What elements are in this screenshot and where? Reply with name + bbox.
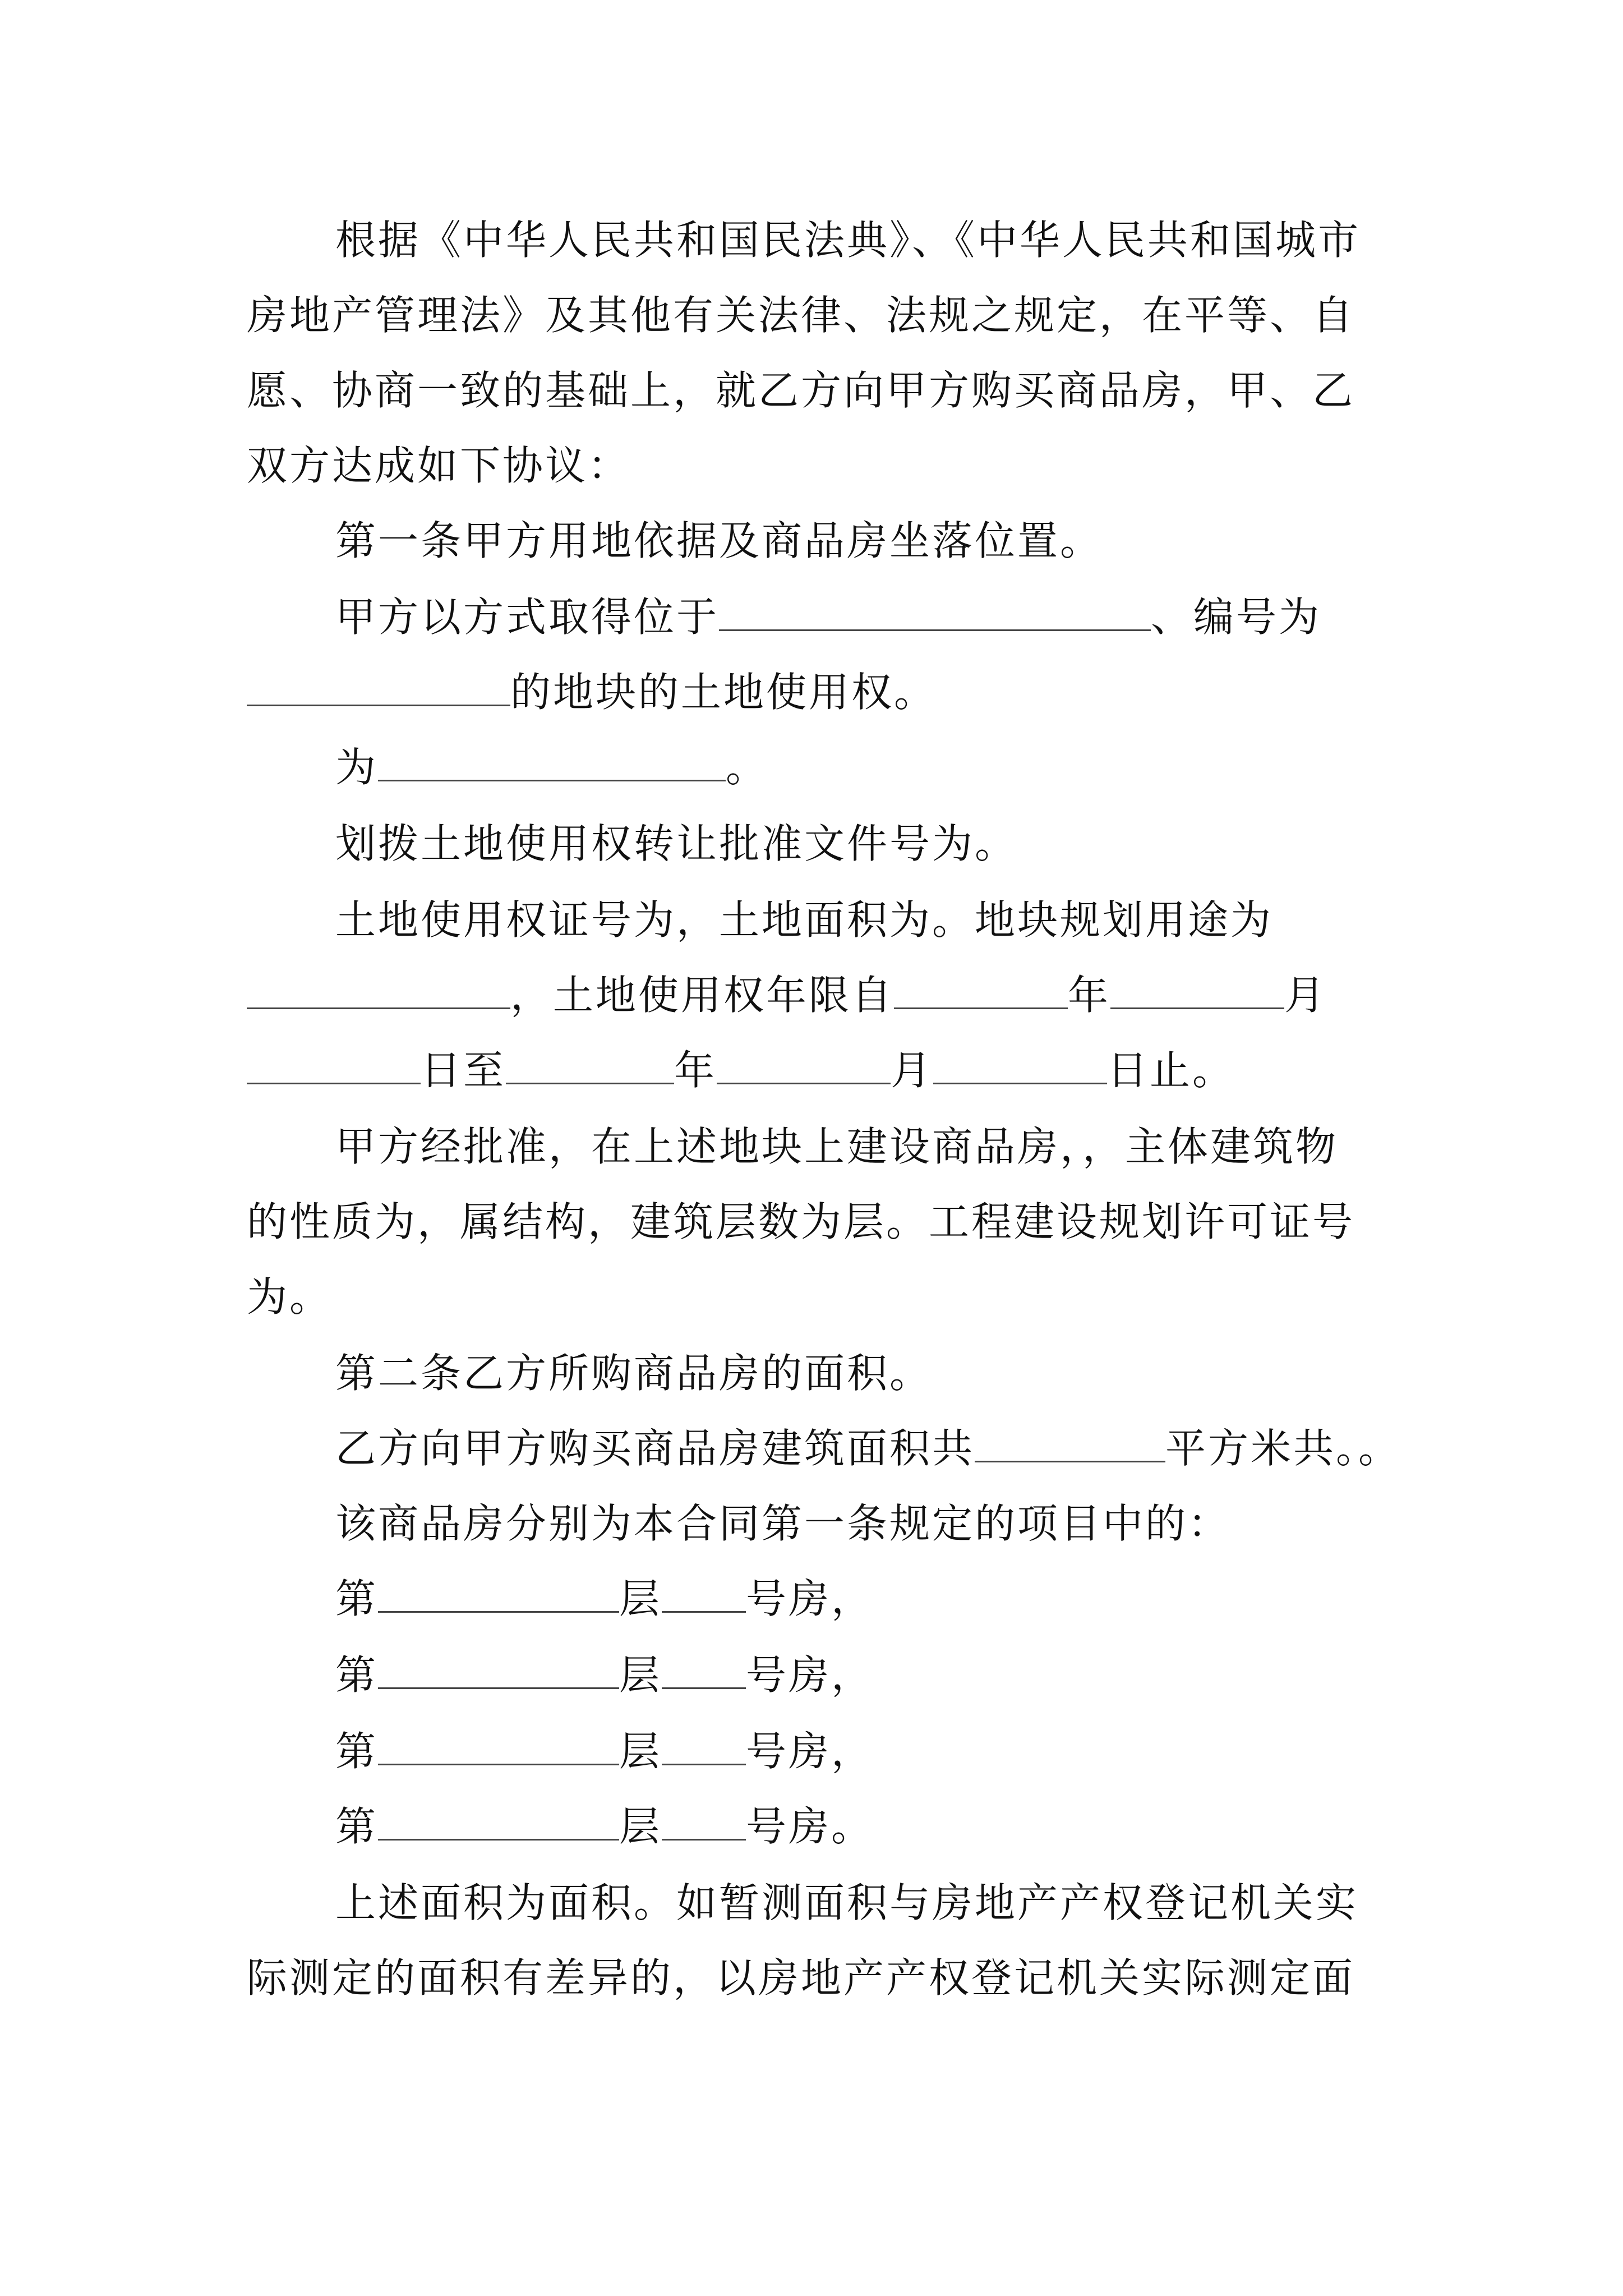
paragraph-line: 愿、协商一致的基础上，就乙方向甲方购买商品房，甲、乙	[247, 367, 1355, 414]
text-segment: 乙方向甲方购买商品房建筑面积共	[335, 1425, 975, 1472]
unit-line	[335, 1571, 874, 1627]
text-segment: 层	[619, 1803, 662, 1850]
text-segment: 年	[674, 1047, 717, 1094]
blank-field	[378, 1804, 619, 1841]
land-cert-line-1: 土地使用权证号为，土地面积为。地块规划用途为	[335, 896, 1274, 944]
text-segment: 第	[335, 1651, 379, 1699]
text-segment: 第	[335, 1728, 379, 1775]
blank-field	[247, 1048, 421, 1084]
text-segment: 号房，	[746, 1651, 874, 1699]
text-segment: 号房。	[746, 1803, 874, 1850]
blank-field	[247, 973, 510, 1009]
blank-field	[378, 745, 726, 781]
land-location-line-2	[247, 664, 937, 720]
text-segment: 为	[335, 744, 379, 791]
text-segment: 号房，	[746, 1575, 874, 1622]
paragraph-line: 房地产管理法》及其他有关法律、法规之规定，在平等、自	[247, 292, 1355, 339]
paragraph-line: 双方达成如下协议：	[247, 442, 631, 489]
blank-field	[717, 1048, 891, 1084]
article-2-title: 第二条乙方所购商品房的面积。	[335, 1350, 933, 1397]
blank-field	[378, 1576, 619, 1613]
text-segment: 、编号为	[1151, 593, 1322, 641]
land-cert-line-2	[247, 967, 1327, 1023]
text-segment: 日止。	[1107, 1047, 1235, 1094]
construction-line-2: 的性质为，属结构，建筑层数为层。工程建设规划许可证号	[247, 1198, 1355, 1245]
unit-line	[335, 1647, 874, 1703]
blank-field	[933, 1048, 1107, 1084]
text-segment: 甲方以方式取得位于	[335, 593, 720, 641]
text-segment: 第	[335, 1575, 379, 1622]
blank-field	[975, 1426, 1165, 1462]
blank-field	[1110, 973, 1284, 1009]
wei-line	[335, 739, 768, 795]
land-location-line	[335, 589, 1321, 645]
text-segment: 。	[726, 744, 769, 791]
text-segment: 平方米共。。	[1165, 1425, 1401, 1472]
text-segment: 月	[891, 1047, 934, 1094]
blank-field	[719, 595, 1151, 631]
area-note-line-2: 际测定的面积有差异的，以房地产产权登记机关实际测定面	[247, 1954, 1355, 2001]
text-segment: 的地块的土地使用权。	[510, 669, 937, 716]
purchase-area-line	[335, 1420, 1401, 1476]
blank-field	[247, 670, 510, 706]
blank-field	[506, 1048, 674, 1084]
transfer-approval-line: 划拨土地使用权转让批准文件号为。	[335, 820, 1018, 867]
construction-line-1: 甲方经批准，在上述地块上建设商品房，，主体建筑物	[335, 1123, 1339, 1170]
text-segment: 层	[619, 1728, 662, 1775]
paragraph-line: 根据《中华人民共和国民法典》、《中华人民共和国城市	[335, 217, 1361, 264]
blank-field	[662, 1804, 746, 1841]
text-segment: 层	[619, 1651, 662, 1699]
text-segment: 日至	[421, 1047, 506, 1094]
text-segment: 层	[619, 1575, 662, 1622]
article-1-title: 第一条甲方用地依据及商品房坐落位置。	[335, 517, 1103, 564]
text-segment: 第	[335, 1803, 379, 1850]
area-note-line-1: 上述面积为面积。如暂测面积与房地产产权登记机关实	[335, 1879, 1359, 1926]
blank-field	[894, 973, 1068, 1009]
land-cert-line-3	[247, 1042, 1235, 1098]
text-segment: 月	[1284, 972, 1327, 1019]
blank-field	[378, 1729, 619, 1765]
text-segment: ，土地使用权年限自	[510, 972, 895, 1019]
unit-line	[335, 1723, 874, 1779]
blank-field	[662, 1729, 746, 1765]
construction-line-3: 为。	[247, 1273, 333, 1320]
blank-field	[662, 1576, 746, 1613]
units-intro-line: 该商品房分别为本合同第一条规定的项目中的：	[335, 1500, 1231, 1547]
unit-line	[335, 1798, 874, 1855]
text-segment: 年	[1068, 972, 1111, 1019]
text-segment: 号房，	[746, 1728, 874, 1775]
blank-field	[378, 1653, 619, 1689]
blank-field	[662, 1653, 746, 1689]
